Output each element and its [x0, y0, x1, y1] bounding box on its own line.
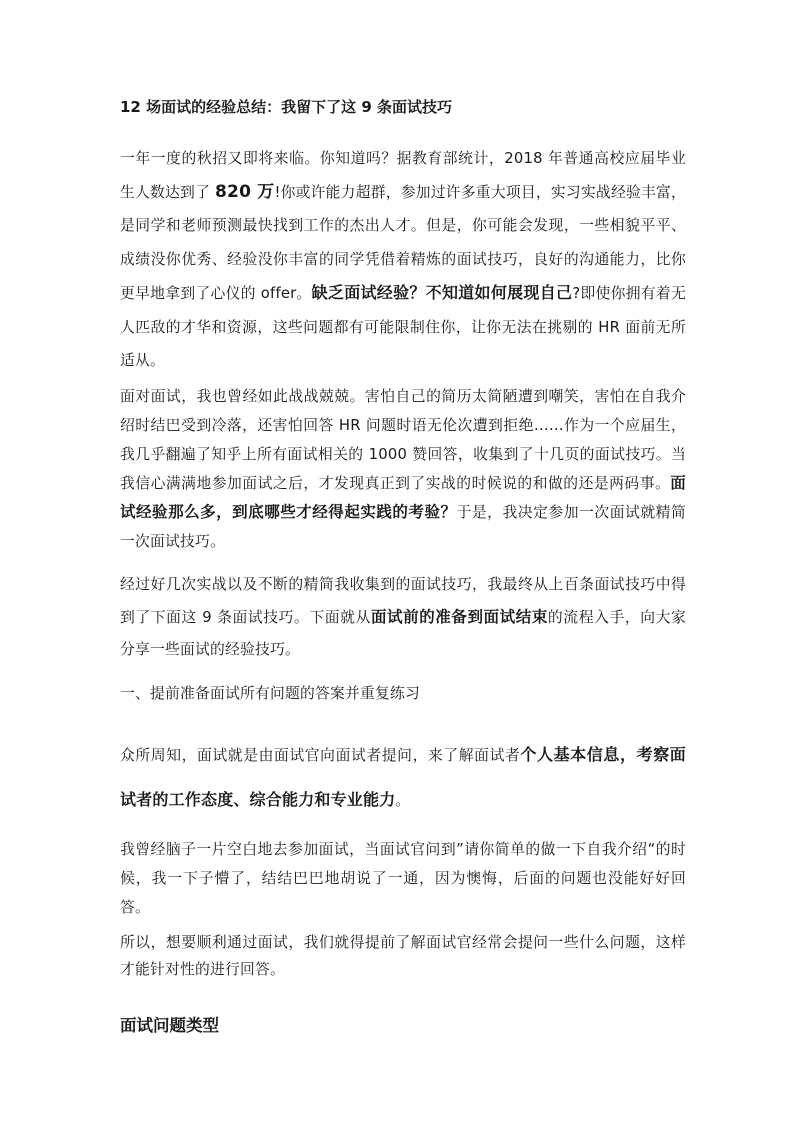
intro-text-1: 一年一度的秋招又即将来临。你知道吗？据教育部统计，2018 年普通高校应届毕业生人数达到了	[120, 150, 686, 201]
paragraph-summary	[120, 569, 686, 666]
purpose-text-1: 众所周知，面试就是由面试官向面试者提问，来了解面试者	[120, 747, 521, 764]
purpose-text-2: 。	[395, 792, 411, 809]
section-heading-question-types: 面试问题类型	[120, 1016, 219, 1035]
experience-text-2: 于是，我决定参加一次面试就精简一次面试技巧。	[120, 504, 686, 550]
paragraph-intro	[120, 142, 686, 378]
summary-text-2: 的流程入手，向大家分享一些面试的经验技巧。	[120, 609, 686, 658]
paragraph-conclusion	[120, 929, 686, 983]
process-highlight: 面试前的准备到面试结束	[370, 608, 548, 626]
interview-question-highlight: 缺乏面试经验？不知道如何展现自己	[311, 283, 573, 302]
section-heading-one	[120, 683, 686, 705]
purpose-highlight: 个人基本信息，考察面试者的工作态度、综合能力和专业能力	[120, 745, 686, 809]
summary-text-1: 经过好几次实战以及不断的精简我收集到的面试技巧，我最终从上百条面试技巧中得到了下面这 9 条面试技巧。下面就从	[120, 576, 686, 626]
paragraph-experience	[120, 382, 686, 556]
anecdote-text: 我曾经脑子一片空白地去参加面试，当面试官问到”请你简单的做一下自我介绍“的时候，我一下子懵了，结结巴巴地胡说了一通，因为懊悔，后面的问题也没能好好回答。	[120, 841, 686, 916]
paragraph-interview-purpose	[120, 733, 686, 823]
conclusion-text: 所以，想要顺利通过面试，我们就得提前了解面试官经常会提问一些什么问题，这样才能针对性的进行回答。	[120, 934, 686, 978]
experience-text-1: 面对面试，我也曾经如此战战兢兢。害怕自己的简历太简陋遭到嘲笑，害怕在自我介绍时结巴受到冷落，还害怕回答 HR 问题时语无伦次遭到拒绝……作为一个应届生，我几乎翻遍了知乎上所有面试相关的 1000 赞回答，收集到了十几页的面试技巧。当我信心满满地参加面试之后，才发现真正到了实战的时候说的和做的还是两码事。	[120, 388, 686, 492]
paragraph-anecdote	[120, 835, 686, 922]
experience-question-highlight: 面试经验那么多，到底哪些才经得起实践的考验？	[120, 474, 686, 521]
intro-text-2: !你或许能力超群，参加过许多重大项目，实习实战经验丰富，是同学和老师预测最快找到工作的杰出人才。但是，你可能会发现，一些相貌平平、成绩没你优秀、经验没你丰富的同学凭借着精炼的面试技巧，良好的沟通能力，比你更早地拿到了心仪的 offer。	[120, 183, 686, 302]
section-one-text: 一、提前准备面试所有问题的答案并重复练习	[120, 685, 420, 702]
graduate-count-highlight: 820 万	[215, 181, 275, 202]
intro-text-3: ?即使你拥有着无人匹敌的才华和资源，这些问题都有可能限制住你，让你无法在挑剔的 HR 面前无所适从。	[120, 285, 686, 369]
article-title: 12 场面试的经验总结：我留下了这 9 条面试技巧	[120, 98, 452, 116]
